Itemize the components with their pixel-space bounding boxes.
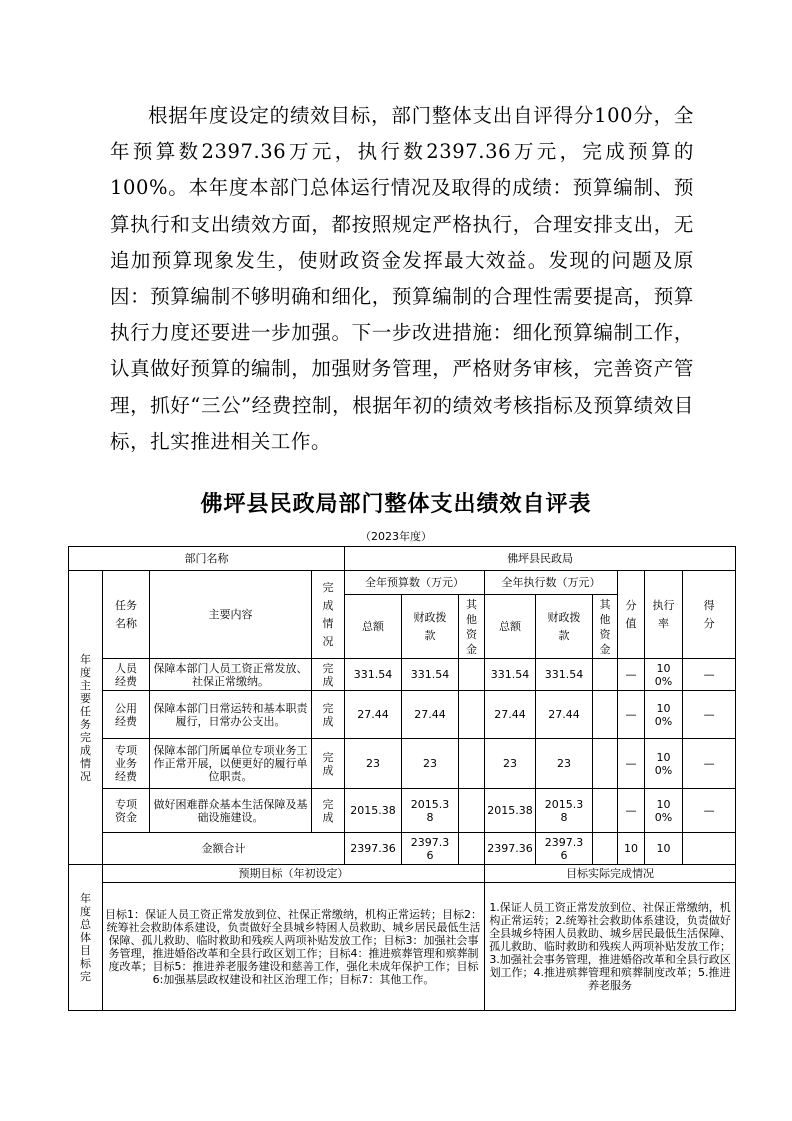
exec-other-header: 其他资金 bbox=[593, 595, 618, 659]
header-row-1 bbox=[69, 571, 736, 595]
task-name: 人员经费 bbox=[103, 659, 150, 691]
task-name: 专项业务经费 bbox=[103, 739, 150, 789]
budget-group-header: 全年预算数（万元） bbox=[345, 571, 485, 595]
score-header: 得分 bbox=[683, 571, 736, 659]
task-content: 保障本部门日常运转和基本职责履行，日常办公支出。 bbox=[150, 691, 312, 739]
exec-fiscal: 23 bbox=[536, 739, 593, 789]
dept-row bbox=[69, 547, 736, 571]
task-content: 做好困难群众基本生活保障及基础设施建设。 bbox=[150, 789, 312, 833]
total-score-value: 10 bbox=[618, 833, 645, 865]
budget-total-header: 总额 bbox=[345, 595, 402, 659]
task-status: 完成 bbox=[312, 789, 345, 833]
exec-other bbox=[593, 739, 618, 789]
exec-fiscal: 2015.38 bbox=[536, 789, 593, 833]
task-status: 完成 bbox=[312, 739, 345, 789]
goals-header-row bbox=[69, 865, 736, 883]
actual-goals: 1.保证人员工资正常发放到位、社保正常缴纳，机构正常运转；2.统筹社会救助体系建设，负责做好全县城乡特困人员救助、城乡居民最低生活保障、孤儿救助、临时救助和残疾人两项补贴发放工作；3.加强社会事务管理，推进婚俗改革和全县行政区划工作；4.推进殡葬管理和殡葬制度改革；5.推进养老服务 bbox=[485, 883, 736, 1011]
budget-fiscal: 23 bbox=[402, 739, 459, 789]
planned-goals-header: 预期目标（年初设定） bbox=[103, 865, 485, 883]
total-score bbox=[683, 833, 736, 865]
performance-table bbox=[68, 546, 736, 1011]
completion-header: 完成情况 bbox=[312, 571, 345, 659]
total-exec-other bbox=[593, 833, 618, 865]
section-label-goals: 年度总体目标完 bbox=[69, 865, 103, 1011]
task-status: 完成 bbox=[312, 691, 345, 739]
total-budget-other bbox=[459, 833, 485, 865]
total-row bbox=[69, 833, 736, 865]
exec-fiscal: 331.54 bbox=[536, 659, 593, 691]
exec-rate: 100% bbox=[645, 659, 683, 691]
score: — bbox=[683, 691, 736, 739]
table-row bbox=[69, 691, 736, 739]
exec-rate: 100% bbox=[645, 789, 683, 833]
budget-total: 2015.38 bbox=[345, 789, 402, 833]
budget-total: 331.54 bbox=[345, 659, 402, 691]
dept-name-label: 部门名称 bbox=[69, 547, 345, 571]
total-exec: 2397.36 bbox=[485, 833, 536, 865]
total-budget: 2397.36 bbox=[345, 833, 402, 865]
section-label-tasks: 年度主要任务完成情况 bbox=[69, 571, 103, 865]
table-row bbox=[69, 789, 736, 833]
total-exec-fiscal: 2397.36 bbox=[536, 833, 593, 865]
budget-fiscal-header: 财政拨款 bbox=[402, 595, 459, 659]
exec-fiscal-header: 财政拨款 bbox=[536, 595, 593, 659]
score: — bbox=[683, 789, 736, 833]
exec-total: 331.54 bbox=[485, 659, 536, 691]
dept-name-value: 佛坪县民政局 bbox=[345, 547, 736, 571]
score-value-header: 分值 bbox=[618, 571, 645, 659]
budget-fiscal: 2015.38 bbox=[402, 789, 459, 833]
total-rate: 10 bbox=[645, 833, 683, 865]
task-status: 完成 bbox=[312, 659, 345, 691]
exec-rate-header: 执行率 bbox=[645, 571, 683, 659]
task-name-header: 任务名称 bbox=[103, 571, 150, 659]
main-content-header: 主要内容 bbox=[150, 571, 312, 659]
score-value: — bbox=[618, 659, 645, 691]
budget-total: 27.44 bbox=[345, 691, 402, 739]
table-title: 佛坪县民政局部门整体支出绩效自评表 bbox=[200, 492, 592, 517]
summary-paragraph: 根据年度设定的绩效目标，部门整体支出自评得分100分，全年预算数2397.36万元，执行数2397.36万元，完成预算的100%。本年度本部门总体运行情况及取得的成绩：预算编制、预算执行和支出绩效方面，都按照规定严格执行，合理安排支出，无追加预算现象发生，使财政资金发挥最大效益。发现的问题及原因：预算编制不够明确和细化，预算编制的合理性需要提高，预算执行力度还要进一步加强。下一步改进措施：细化预算编制工作，认真做好预算的编制，加强财务管理，严格财务审核，完善资产管理，抓好“三公”经费控制，根据年初的绩效考核指标及预算绩效目标，扎实推进相关工作。 bbox=[110, 104, 694, 453]
budget-fiscal: 331.54 bbox=[402, 659, 459, 691]
budget-fiscal: 27.44 bbox=[402, 691, 459, 739]
exec-other bbox=[593, 691, 618, 739]
exec-other bbox=[593, 659, 618, 691]
planned-goals: 目标1：保证人员工资正常发放到位、社保正常缴纳，机构正常运转；目标2：统筹社会救助体系建设，负责做好全县城乡特困人员救助、城乡居民最低生活保障、孤儿救助、临时救助和残疾人两项补贴发放工作；目标3：加强社会事务管理，推进婚俗改革和全县行政区划工作；目标4：推进殡葬管理和殡葬制度改革；目标5：推进养老服务建设和慈善工作，强化未成年保护工作；目标6:加强基层政权建设和社区治理工作；目标7：其他工作。 bbox=[103, 883, 485, 1011]
budget-other bbox=[459, 789, 485, 833]
budget-other bbox=[459, 691, 485, 739]
exec-rate: 100% bbox=[645, 739, 683, 789]
task-content: 保障本部门所属单位专项业务工作正常开展，以便更好的履行单位职责。 bbox=[150, 739, 312, 789]
exec-total: 2015.38 bbox=[485, 789, 536, 833]
budget-other bbox=[459, 739, 485, 789]
total-label: 金额合计 bbox=[103, 833, 345, 865]
exec-total: 27.44 bbox=[485, 691, 536, 739]
budget-total: 23 bbox=[345, 739, 402, 789]
exec-other bbox=[593, 789, 618, 833]
exec-rate: 100% bbox=[645, 691, 683, 739]
exec-group-header: 全年执行数（万元） bbox=[485, 571, 618, 595]
task-content: 保障本部门人员工资正常发放、社保正常缴纳。 bbox=[150, 659, 312, 691]
task-name: 专项资金 bbox=[103, 789, 150, 833]
score: — bbox=[683, 739, 736, 789]
budget-other-header: 其他资金 bbox=[459, 595, 485, 659]
table-row bbox=[69, 739, 736, 789]
total-budget-fiscal: 2397.36 bbox=[402, 833, 459, 865]
score: — bbox=[683, 659, 736, 691]
score-value: — bbox=[618, 691, 645, 739]
table-row bbox=[69, 659, 736, 691]
score-value: — bbox=[618, 739, 645, 789]
exec-total-header: 总额 bbox=[485, 595, 536, 659]
table-year: （2023年度） bbox=[360, 530, 432, 543]
actual-goals-header: 目标实际完成情况 bbox=[485, 865, 736, 883]
exec-fiscal: 27.44 bbox=[536, 691, 593, 739]
goals-row bbox=[69, 883, 736, 1011]
exec-total: 23 bbox=[485, 739, 536, 789]
task-name: 公用经费 bbox=[103, 691, 150, 739]
score-value: — bbox=[618, 789, 645, 833]
budget-other bbox=[459, 659, 485, 691]
